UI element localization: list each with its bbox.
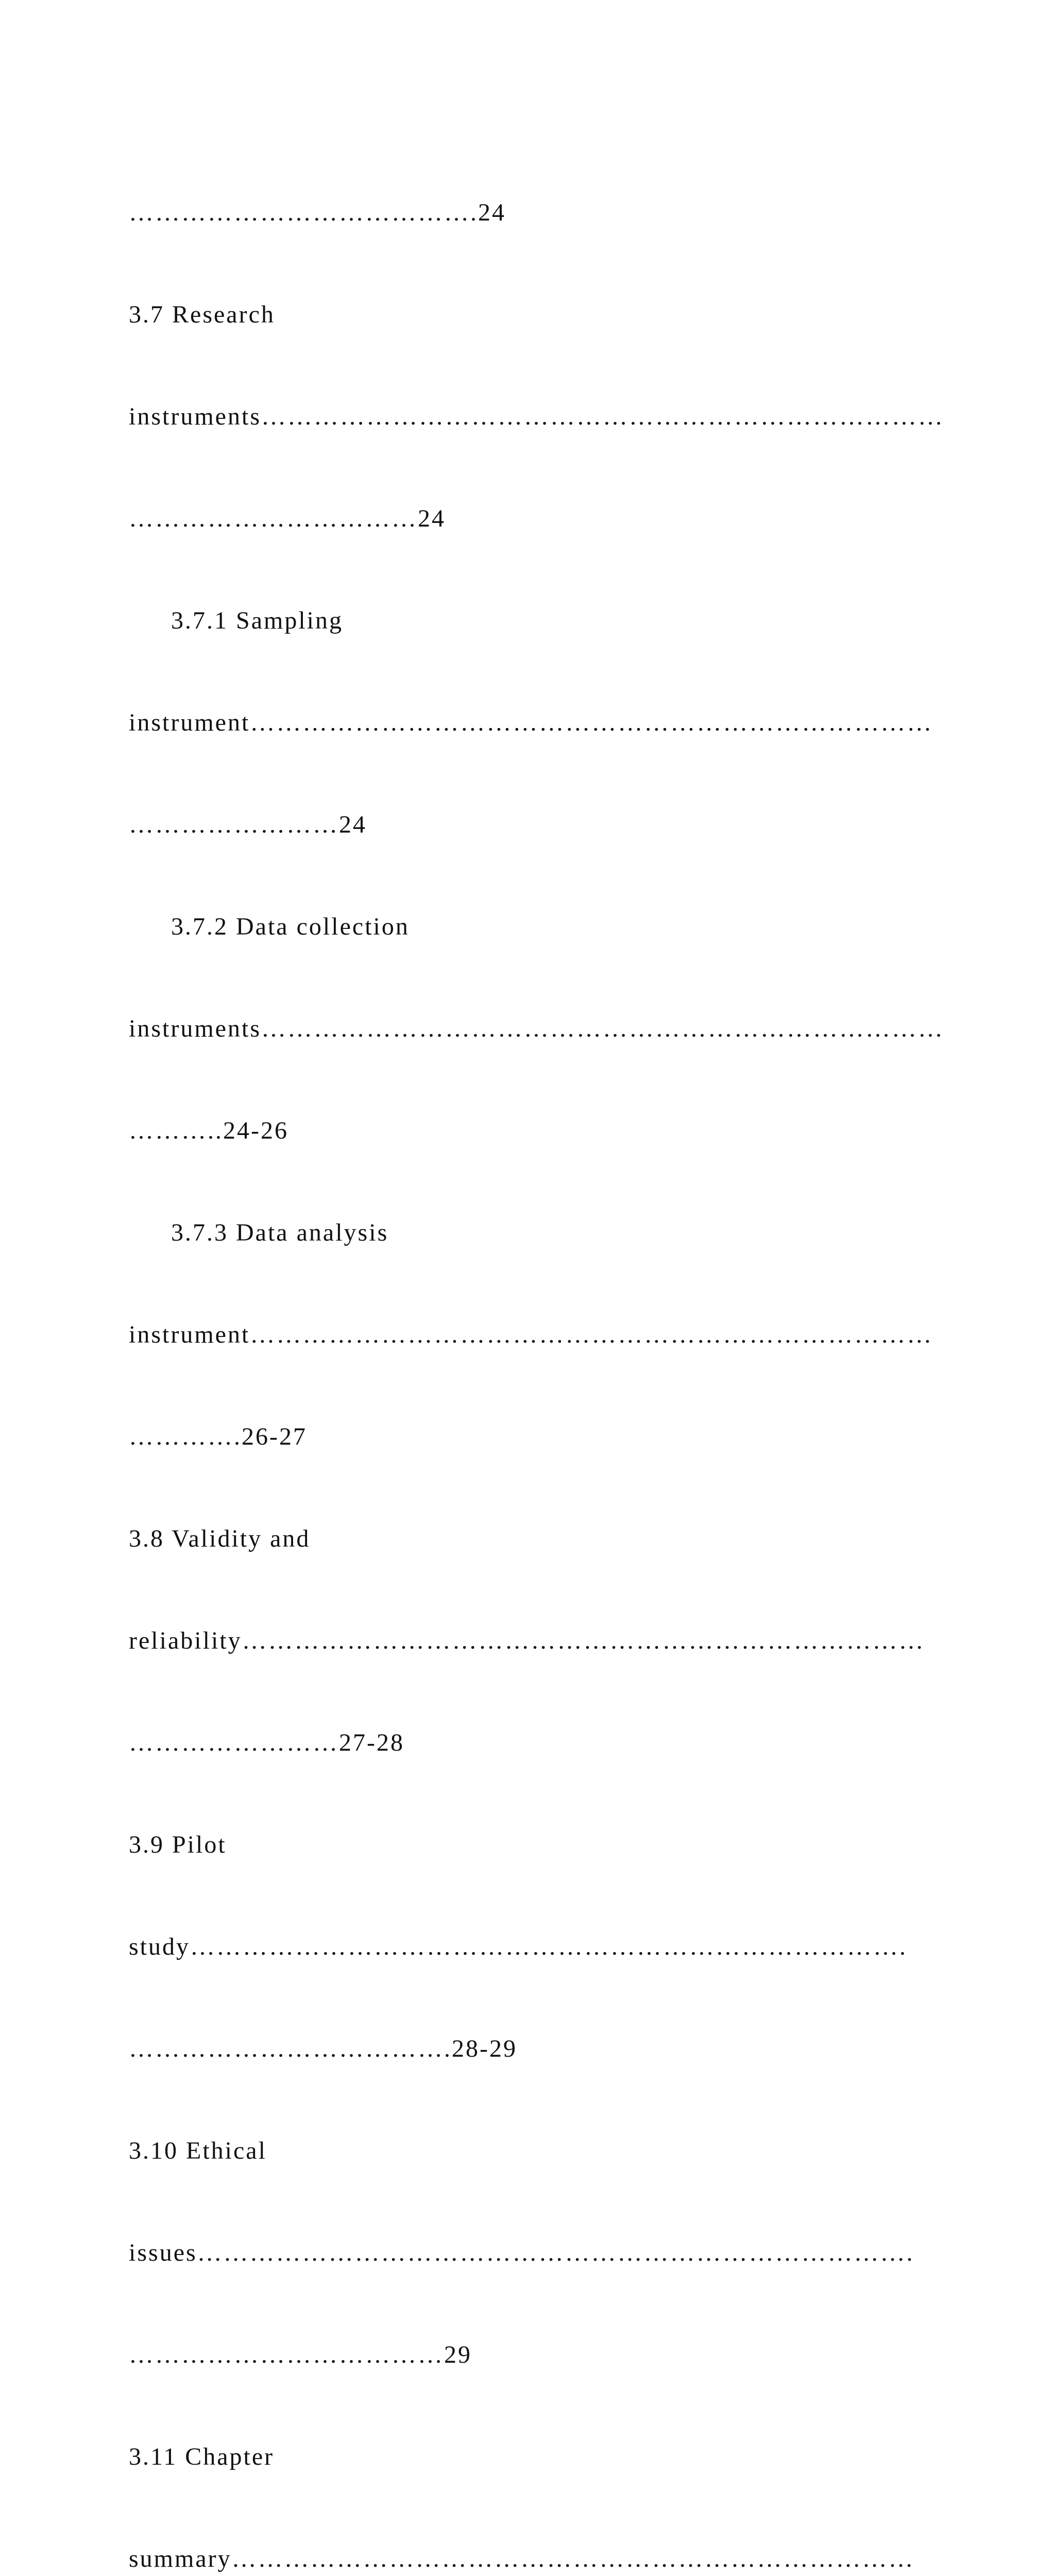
table-of-contents xyxy=(129,128,1005,2576)
toc-entry-leader: instruments…………………………………………………………………… xyxy=(129,1015,944,1042)
toc-entry-leader: issues………………………………………………………………………. xyxy=(129,2239,914,2266)
toc-entry-leader: reliability…………………………………………………………………… xyxy=(129,1627,925,1654)
toc-entry-leader: study………………………………………………………………………. xyxy=(129,1933,908,1960)
toc-subentry-title: 3.7.3 Data analysis xyxy=(171,1219,389,1246)
toc-entry-title: 3.8 Validity and xyxy=(129,1525,311,1552)
toc-entry-leader: instruments…………………………………………………………………… xyxy=(129,403,944,430)
toc-entry-page: ……………………………….28-29 xyxy=(129,2035,517,2062)
toc-subentry-title: 3.7.1 Sampling xyxy=(171,607,344,634)
toc-entry-page: ……………………27-28 xyxy=(129,1729,404,1756)
toc-subentry-title: 3.7.2 Data collection xyxy=(171,913,410,940)
toc-line: ………………………………….24 xyxy=(129,199,506,226)
toc-entry-page: ………..24-26 xyxy=(129,1117,288,1144)
toc-entry-leader: instrument…………………………………………………………………… xyxy=(129,1321,933,1348)
toc-entry-page: ………….26-27 xyxy=(129,1423,307,1450)
toc-entry-page: ………………………………29 xyxy=(129,2341,472,2368)
toc-entry-title: 3.7 Research xyxy=(129,301,275,328)
toc-entry-page: ……………………………24 xyxy=(129,505,446,532)
toc-entry-leader: summary…………………………………………………………………… xyxy=(129,2545,915,2572)
toc-entry-title: 3.11 Chapter xyxy=(129,2443,275,2470)
toc-entry-title: 3.10 Ethical xyxy=(129,2137,267,2164)
toc-entry-page: ……………………24 xyxy=(129,811,367,838)
toc-entry-leader: instrument…………………………………………………………………… xyxy=(129,709,933,736)
toc-entry-title: 3.9 Pilot xyxy=(129,1831,227,1858)
